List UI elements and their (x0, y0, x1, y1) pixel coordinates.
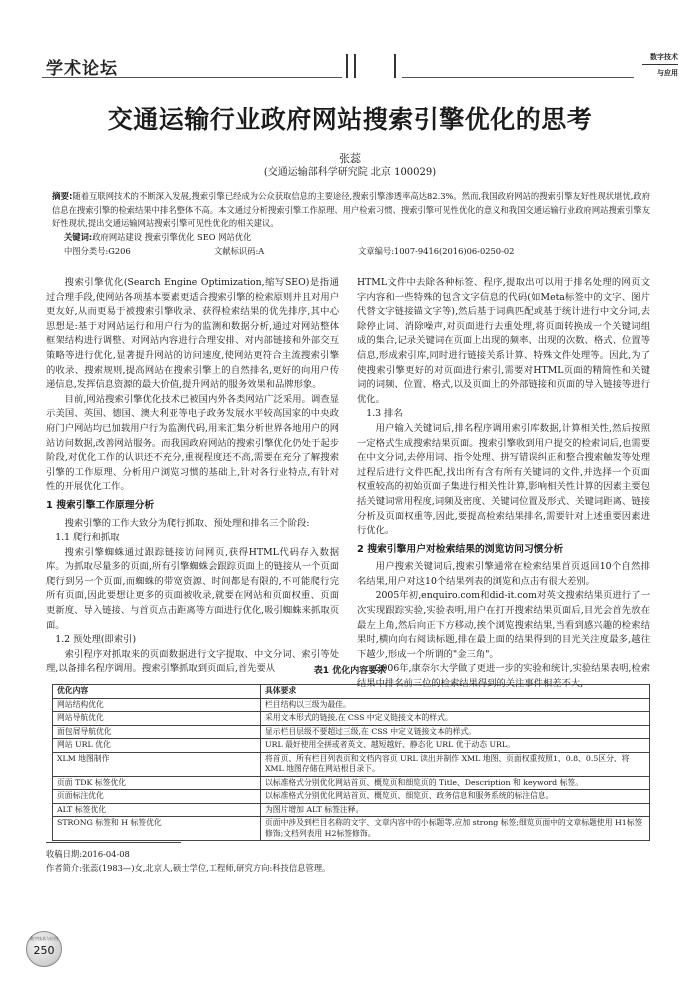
keywords (64, 231, 650, 243)
paragraph: 2005年初,enquiro.com和did-it.com对英文搜索结果页进行了一次实现跟踪实验,实验表明,用户在打开搜索结果页面后,目光会首先放在最左上角,然后向正下方移动,挨个浏览搜索结果,当看到感兴趣的检索结果时,横向向右阅读标题,排在最上面的结果得到的目光关注度最多,越往下越少,形成一个所谓的"金三角"。 (357, 590, 650, 660)
subsection-heading: 1.2 预处理(即索引) (55, 634, 137, 646)
keywords-text: 政府网站建设 搜索引擎优化 SEO 网站优化 (92, 232, 252, 242)
table-cell: URL 最好使用全拼或者英文、越短越好、静态化 URL 优于动态 URL。 (261, 739, 650, 753)
table-row (53, 790, 650, 804)
table-cell: 以标准格式分别优化网站首页、概览页和细览页的 Title、Description 和 keyword 标签。 (261, 776, 650, 790)
journal-logo (638, 52, 678, 84)
badge-label: 数字技术与应用 (30, 936, 58, 941)
journal-header (42, 52, 678, 80)
subsection-heading: 1.3 排名 (366, 408, 403, 420)
table-row (53, 803, 650, 817)
header-rule-right (402, 77, 634, 78)
received-date: 收稿日期:2016-04-08 (46, 849, 130, 859)
paragraph: 搜索引擎的工作大致分为爬行抓取、预处理和排名三个阶段: (64, 517, 310, 529)
table-cell: 页面中涉及到栏目名称的文字、文章内容中的小标题等,应加 strong 标签;细览页面中的文章标题使用 H1标签修饰;文档列表用 H2标签修饰。 (261, 817, 650, 841)
header-bars-ornament (342, 54, 402, 78)
table-row (53, 698, 650, 712)
paragraph: HTML文件中去除各种标签、程序,提取出可以用于排名处理的网页文字内容和一些特殊的包含文字信息的代码(如Meta标签中的文字、图片代替文字链接锚文字等),然后基于词典匹配或基于统计进行中文分词,去除停止词、消除噪声,对页面进行去重处理,将页面转换成一个关键词组成的集合,记录关键词在页面上出现的频率、出现的次数、格式、位置等信息,形成索引库,同时进行链接关系计算、特殊文件处理等。因此,为了使搜索引擎更好的对页面进行索引,需要对HTML页面的精简性和关键词的词频、位置、格式,以及页面上的外部链接和页面的导入链接等进行优化。 (357, 277, 650, 405)
table-cell: 显示栏目层级不要超过三级,在 CSS 中定义链接文本的样式。 (261, 725, 650, 739)
header-rule-left (42, 77, 342, 78)
paragraph: 搜索引擎优化(Search Engine Optimization,缩写SEO)是指通过合理手段,使网站各项基本要素更适合搜索引擎的检索原则并且对用户更友好,从而更易于被搜索引擎收录、获得检索结果的优先排序,其中心思想是:基于对网站运行和用户行为的监测和数据分析,通过对网站整体框架结构进行调整、对网站内容进行合理安排、对内部链接和外部交互策略等进行优化,显著提升网站的访问速度,使网站更符合主流搜索引擎的收录、搜索规则,提高网站在搜索引擎上的自然排名,更好的向用户传递信息,发挥信息资源的最大价值,提升网站的服务效果和品牌形象。 (46, 277, 339, 391)
table-row (53, 752, 650, 776)
paragraph: 目前,网站搜索引擎优化技术已被国内外各类网站广泛采用。调查显示美国、英国、德国、澳大利亚等电子政务发展水平较高国家的中央政府门户网站均已加载用户行为监测代码,用来汇集分析世界各地用户的网站访问数据,改善网站服务。而我国政府网站的搜索引擎优化仍处于起步阶段,对优化工作的认识还不充分,重视程度还不高,需要在充分了解搜索引擎的工作原理、分析用户浏览习惯的基础上,针对各行业特点,有针对性的开展优化工作。 (46, 393, 339, 493)
left-column (46, 276, 339, 677)
table-row (53, 817, 650, 841)
table-cell: ALT 标签优化 (53, 803, 261, 817)
author-affiliation: (交通运输部科学研究院 北京 100029) (263, 167, 437, 178)
column-header: 具体要求 (261, 685, 650, 699)
table-cell: XLM 地图制作 (53, 752, 261, 776)
clc-number: 中图分类号:G206 (64, 246, 131, 256)
subsection-heading: 1.1 爬行和抓取 (55, 532, 120, 544)
table-cell: 网站导航优化 (53, 712, 261, 726)
section-heading: 2 搜索引擎用户对检索结果的浏览访问习惯分析 (357, 543, 564, 555)
section-label: 学术论坛 (46, 59, 118, 79)
table-cell: 以标准格式分别优化网站首页、概览页、细览页、政务信息和服务系统的标注信息。 (261, 790, 650, 804)
keywords-label: 关键词: (64, 232, 93, 242)
page-number-badge (26, 931, 62, 967)
abstract-text: 随着互联网技术的不断深入发展,搜索引擎已经成为公众获取信息的主要途径,搜索引擎渗透率高达82.3%。然而,我国政府网站的搜索引擎友好性现状堪忧,政府信息在搜索引擎的检索结果中排名整体不高。本文通过分析搜索引擎工作原理、用户检索习惯、搜索引擎可见性优化的意义和我国交通运输行业政府网站搜索引擎友好性现状,提出交通运输网站搜索引擎可见性优化的相关建议。 (52, 191, 650, 228)
abstract (52, 190, 650, 230)
table-row (53, 712, 650, 726)
article-title: 交通运输行业政府网站搜索引擎优化的思考 (107, 105, 593, 134)
table-cell: 采用文本形式的链接,在 CSS 中定义链接文本的样式。 (261, 712, 650, 726)
table-cell: 页面 TDK 标签优化 (53, 776, 261, 790)
table-cell: 面包屑导航优化 (53, 725, 261, 739)
paragraph: 用户搜索关键词后,搜索引擎通常在检索结果首页返回10个自然排名结果,用户对这10个结果列表的浏览和点击有很大差别。 (357, 561, 650, 587)
logo-line1: 数字技术 (650, 53, 678, 61)
table-cell: STRONG 标签和 H 标签优化 (53, 817, 261, 841)
table-cell: 网站 URL 优化 (53, 739, 261, 753)
table-row (53, 725, 650, 739)
table-cell: 页面标注优化 (53, 790, 261, 804)
table-header-row (53, 685, 650, 699)
table-cell: 为图片增加 ALT 标签注释。 (261, 803, 650, 817)
table-cell: 网站结构优化 (53, 698, 261, 712)
paragraph: 用户输入关键词后,排名程序调用索引库数据,计算相关性,然后按照一定格式生成搜索结果页面。搜索引擎收到用户提交的检索词后,也需要在中文分词,去停用词、指令处理、拼写错误纠正和整合搜索触发等处理过程后进行文件匹配,找出所有含有所有关键词的文件,并选择一个页面权重较高的初始页面子集进行相关性计算,影响相关性计算的因素主要包括关键词常用程度,词频及密度、关键词位置及形式、关键词距离、链接分析及页面权重等,因此,要提高检索结果排名,需要针对上述重要因素进行优化。 (357, 422, 650, 537)
right-column (357, 276, 650, 692)
abstract-label: 摘要: (52, 192, 73, 202)
paragraph: 搜索引擎蜘蛛通过跟踪链接访问网页,获得HTML代码存入数据库。为抓取尽量多的页面,所有引擎蜘蛛会跟踪页面上的链接从一个页面爬行到另一个页面,而蜘蛛的带宽资源、时间都是有限的,不可能爬行完所有页面,因此要想让更多的页面被收录,就要在网站和页面权重、页面更新度、导入链接、与首页点击距离等方面进行优化,吸引蜘蛛来抓取页面。 (46, 546, 339, 631)
table-row (53, 739, 650, 753)
table-caption: 表1 优化内容要求 (313, 666, 387, 676)
column-header: 优化内容 (53, 685, 261, 699)
article-number: 文章编号:1007-9416(2016)06-0250-02 (358, 246, 515, 256)
paragraph: 索引程序对抓取来的页面数据进行文字提取、中文分词、索引等处理,以备排名程序调用。搜索引擎抓取到页面后,首先要从 (46, 648, 339, 675)
optimization-table (52, 684, 650, 841)
paragraph: 2006年,康奈尔大学做了更进一步的实验和统计,实验结果表明,检索结果中排名前三位的检索结果得到的关注事件相差不大, (357, 663, 650, 690)
table-row (53, 776, 650, 790)
table-cell: 栏目结构以三级为最佳。 (261, 698, 650, 712)
section-heading: 1 搜索引擎工作原理分析 (46, 499, 155, 511)
author-name: 张蕊 (339, 152, 361, 165)
page-number: 250 (33, 944, 55, 957)
footnote-divider (46, 842, 181, 843)
logo-line2: 与应用 (657, 69, 678, 77)
table-cell: 将首页、所有栏目列表页和文档内容页 URL 读出并制作 XML 地图、页面权重按照1、0.8、0.5区分、将 XML 地图存储在网站根目录下。 (261, 752, 650, 776)
document-code: 文献标识码:A (214, 246, 265, 256)
author-bio: 作者简介:张蕊(1983—)女,北京人,硕士学位,工程师,研究方向:科技信息管理。 (46, 863, 331, 873)
